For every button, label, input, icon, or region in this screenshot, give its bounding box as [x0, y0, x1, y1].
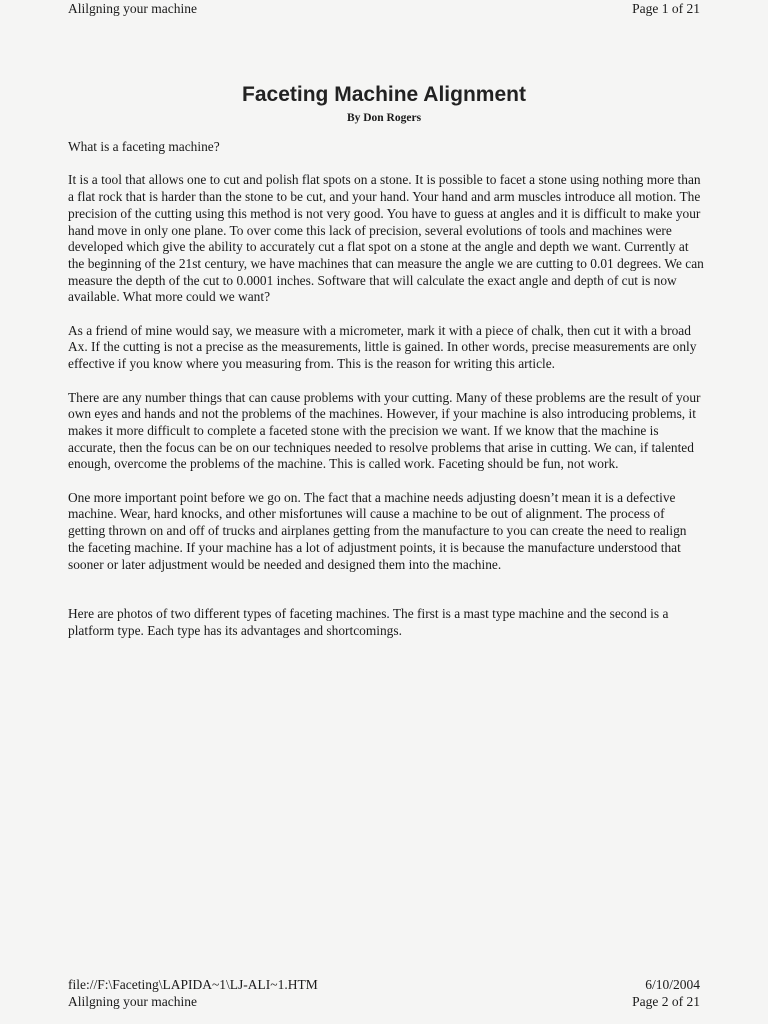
footer-file-path: file://F:\Faceting\LAPIDA~1\LJ-ALI~1.HTM [68, 977, 318, 992]
paragraph-definition: It is a tool that allows one to cut and polish flat spots on a stone. It is possible to facet a stone using nothing more than a flat rock that is harder than the stone to be cut, and your hand. Your hand and arm muscles introduce all motion. The precision of the cutting using this method is not very good. You have to guess at angles and it is difficult to make your hand move in only one plane. To over come this lack of precision, several evolutions of tools and machines were developed which give the ability to accurately cut a flat spot on a stone at the angle and depth we want. Currently at the beginning of the 21st century, we have machines that can measure the angle we are cutting to 0.01 degrees. We can measure the depth of the cut to 0.0001 inches. Software that will calculate the exact angle and depth of cut is now available. What more could we want? [68, 172, 704, 305]
paragraph-question: What is a faceting machine? [68, 139, 220, 154]
footer-file-row [68, 976, 700, 993]
article-body [68, 139, 704, 656]
paragraph-photos-intro: Here are photos of two different types of faceting machines. The first is a mast type machine and the second is a platform type. Each type has its advantages and shortcomings. [68, 606, 669, 638]
article-byline: By Don Rogers [346, 112, 422, 124]
paragraph-problems: There are any number things that can cause problems with your cutting. Many of these problems are the result of your own eyes and hands and not the problems of the machines. However, if your machine is also introducing problems, it makes it more difficult to complete a faceted stone with the precision we want. If we know that the machine is accurate, then the focus can be on our techniques needed to resolve problems that arise in cutting. We can, if talented enough, overcome the problems of the machine. This is called work. Faceting should be fun, not work. [68, 389, 701, 472]
header-page-number: Page 1 of 21 [632, 1, 700, 16]
paragraph-measurement: As a friend of mine would say, we measure with a micrometer, mark it with a piece of chalk, then cut it with a broad Ax. If the cutting is not a precise as the measurements, little is gained. In other words, precise measurements are only effective if you know where you measuring from. This is the reason for writing this article. [68, 322, 697, 372]
footer-next-header-row [68, 993, 700, 1010]
article-title: Faceting Machine Alignment [242, 83, 526, 106]
next-header-page-number: Page 2 of 21 [632, 994, 700, 1009]
paragraph-adjustment: One more important point before we go on. The fact that a machine needs adjusting doesn’t mean it is a defective machine. Wear, hard knocks, and other misfortunes will cause a machine to be out of alignment. The process of getting thrown on and off of trucks and airplanes getting from the manufacture to you can create the need to realign the faceting machine. If your machine has a lot of adjustment points, it is because the manufacture understood that sooner or later adjustment would be needed and designed them into the machine. [68, 489, 687, 572]
header-title: Alilgning your machine [68, 1, 197, 16]
footer-date: 6/10/2004 [645, 977, 700, 992]
next-header-title: Alilgning your machine [68, 994, 197, 1009]
